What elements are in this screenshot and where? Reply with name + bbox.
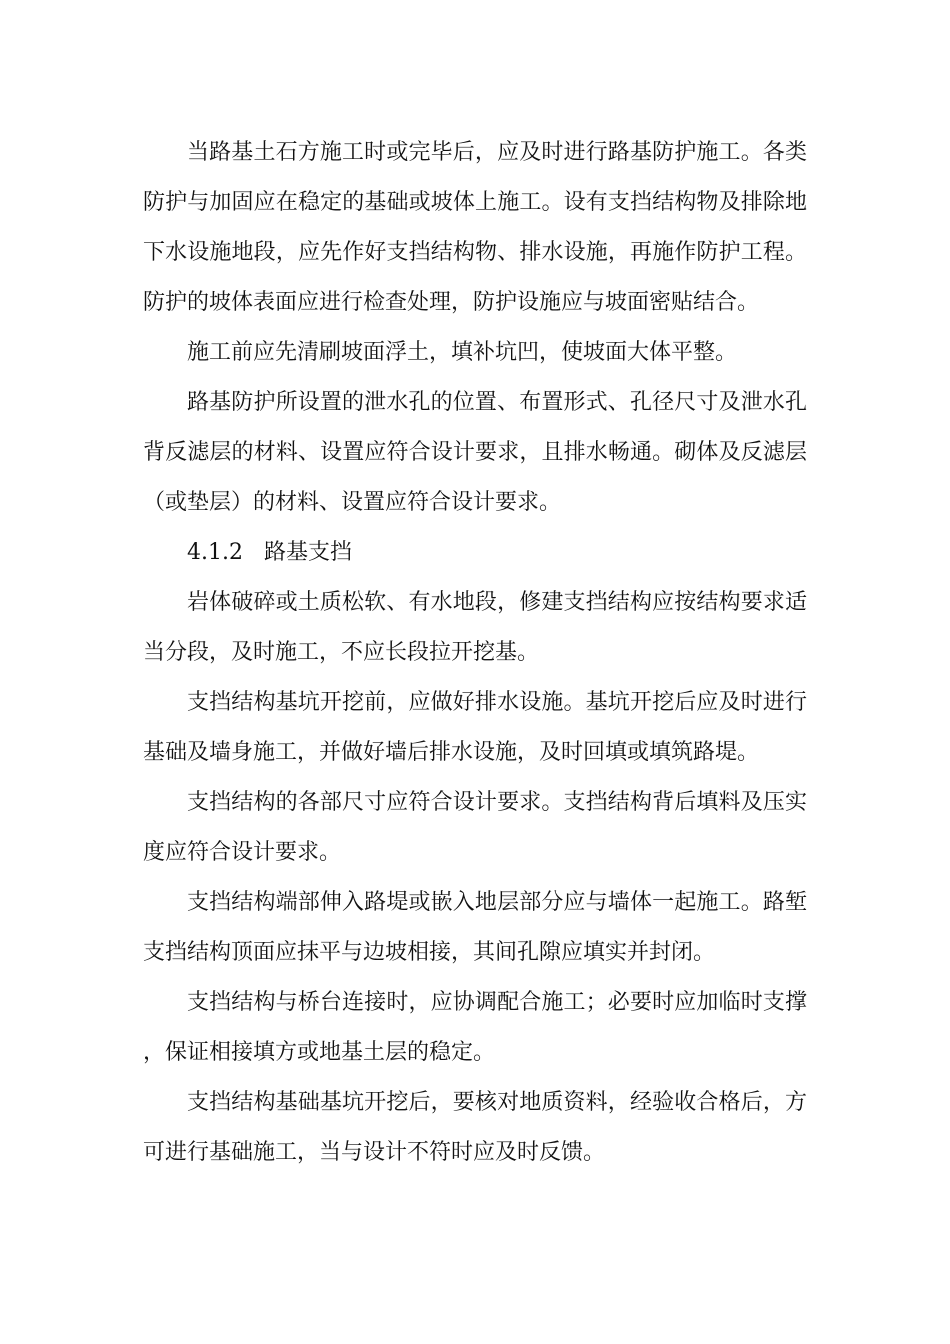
paragraph-foundation-pit: 支挡结构基坑开挖前，应做好排水设施。基坑开挖后应及时进行基础及墙身施工，并做好墙后排水设施，及时回填或填筑路堤。	[143, 690, 807, 765]
paragraph-drain-holes: 路基防护所设置的泄水孔的位置、布置形式、孔径尺寸及泄水孔背反滤层的材料、设置应符合设计要求，且排水畅通。砌体及反滤层（或垫层）的材料、设置应符合设计要求。	[143, 390, 807, 515]
paragraph-wall-ends: 支挡结构端部伸入路堤或嵌入地层部分应与墙体一起施工。路堑支挡结构顶面应抹平与边坡相接，其间孔隙应填实并封闭。	[143, 890, 807, 965]
paragraph-slope-cleaning: 施工前应先清刷坡面浮土，填补坑凹，使坡面大体平整。	[187, 340, 738, 365]
document-body	[143, 128, 807, 1178]
section-heading	[143, 528, 807, 578]
paragraph-geology-check: 支挡结构基础基坑开挖后，要核对地质资料，经验收合格后，方可进行基础施工，当与设计不符时应及时反馈。	[143, 1090, 807, 1165]
section-number: 4.1.2	[187, 540, 243, 565]
paragraph-weak-rock: 岩体破碎或土质松软、有水地段，修建支挡结构应按结构要求适当分段，及时施工，不应长段拉开挖基。	[143, 590, 807, 665]
section-title: 路基支挡	[263, 540, 352, 565]
paragraph-dimensions: 支挡结构的各部尺寸应符合设计要求。支挡结构背后填料及压实度应符合设计要求。	[143, 790, 807, 865]
paragraph-protection-timing: 当路基土石方施工时或完毕后，应及时进行路基防护施工。各类防护与加固应在稳定的基础或坡体上施工。设有支挡结构物及排除地下水设施地段，应先作好支挡结构物、排水设施，再施作防护工程。防护的坡体表面应进行检查处理，防护设施应与坡面密贴结合。	[143, 140, 807, 315]
paragraph-abutment: 支挡结构与桥台连接时，应协调配合施工；必要时应加临时支撑，保证相接填方或地基土层的稳定。	[143, 990, 807, 1065]
